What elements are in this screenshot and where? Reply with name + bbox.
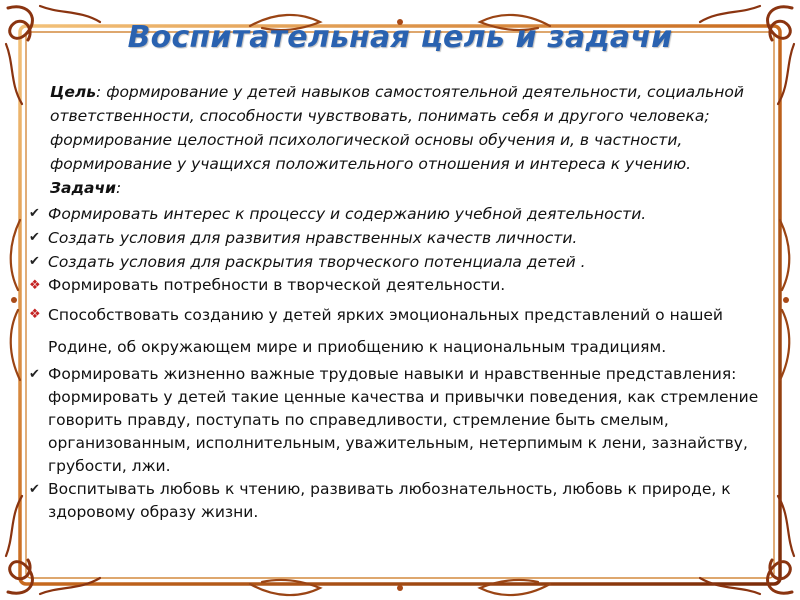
task-text: Формировать потребности в творческой деятельности. [48, 276, 506, 294]
goal-text: : формирование у детей навыков самостоятельной деятельности, социальной ответственности, способности чувствовать, понимать себя и другого человека; формирование целостной психологической основы обучения и, в частности, формирование у учащихся положительного отношения и интереса к учению. [50, 83, 744, 173]
slide-title: Воспитательная цель и задачи [127, 20, 673, 55]
goal-paragraph [50, 80, 773, 176]
task-text: Формировать интерес к процессу и содержанию учебной деятельности. [48, 205, 647, 223]
list-item-task-2 [28, 226, 773, 250]
diamond-bullet-icon: ❖ [29, 278, 41, 293]
list-item-task-5 [28, 299, 773, 363]
tasks-heading [50, 176, 773, 200]
diamond-bullet-icon: ❖ [29, 307, 41, 322]
list-item-task-6 [28, 363, 773, 478]
task-text: Формировать жизненно важные трудовые навыки и нравственные представления: формировать у детей такие ценные качества и привычки поведения, как стремление говорить правду, поступать по справедливости, стремление быть смелым, организованным, исполнительным, уважительным, нетерпимым к лени, зазнайству, грубости, лжи. [48, 365, 759, 475]
tasks-label: Задачи [50, 179, 116, 197]
checkmark-bullet-icon: ✔ [29, 230, 40, 245]
list-item-task-3 [28, 250, 773, 274]
list-item-task-1 [28, 202, 773, 226]
task-text: Создать условия для раскрытия творческого потенциала детей . [48, 253, 586, 271]
checkmark-bullet-icon: ✔ [29, 206, 40, 221]
goal-label: Цель [50, 83, 97, 101]
list-item-task-7 [28, 478, 773, 524]
task-text: Воспитывать любовь к чтению, развивать любознательность, любовь к природе, к здоровому образу жизни. [48, 480, 731, 521]
checkmark-bullet-icon: ✔ [29, 367, 40, 382]
task-text: Создать условия для развития нравственных качеств личности. [48, 229, 578, 247]
checkmark-bullet-icon: ✔ [29, 254, 40, 269]
slide-content [28, 80, 773, 524]
checkmark-bullet-icon: ✔ [29, 482, 40, 497]
list-item-task-4 [28, 274, 773, 297]
tasks-colon: : [115, 179, 122, 197]
task-text: Способствовать созданию у детей ярких эмоциональных представлений о нашей Родине, об окружающем мире и приобщению к национальным традициям. [48, 306, 723, 356]
